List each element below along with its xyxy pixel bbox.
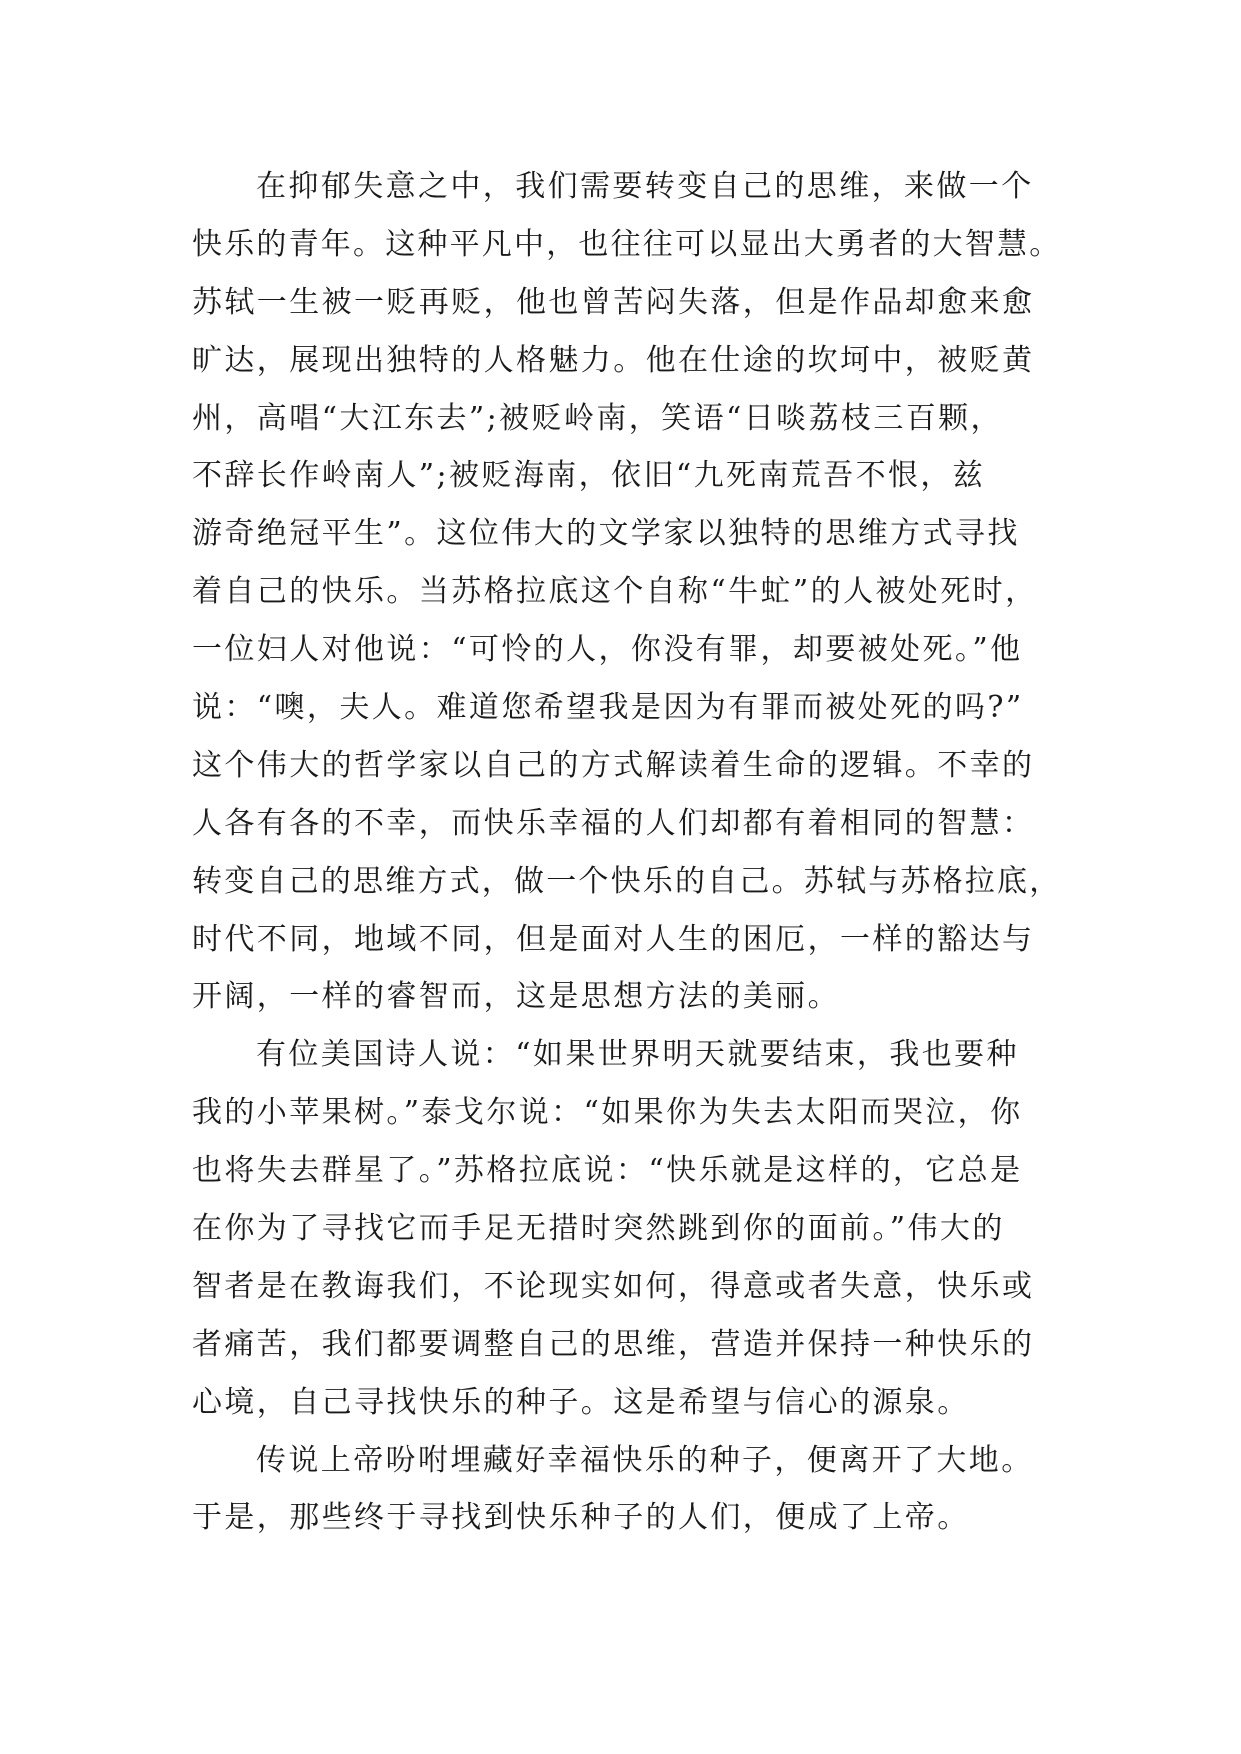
text-line: 这个伟大的哲学家以自己的方式解读着生命的逻辑。不幸的 bbox=[192, 747, 1035, 783]
text-line: 旷达，展现出独特的人格魅力。他在仕途的坎坷中，被贬黄 bbox=[192, 342, 1035, 378]
text-line: 说：“噢，夫人。难道您希望我是因为有罪而被处死的吗?” bbox=[192, 690, 1024, 726]
text-line: 不辞长作岭南人”;被贬海南，依旧“九死南荒吾不恨，兹 bbox=[192, 458, 986, 494]
text-line: 在抑郁失意之中，我们需要转变自己的思维，来做一个 bbox=[256, 169, 1034, 204]
text-line: 开阔，一样的睿智而，这是思想方法的美丽。 bbox=[192, 979, 840, 1015]
text-line: 者痛苦，我们都要调整自己的思维，营造并保持一种快乐的 bbox=[192, 1326, 1035, 1362]
text-line: 一位妇人对他说：“可怜的人，你没有罪，却要被处死。”他 bbox=[192, 632, 1023, 668]
text-line: 快乐的青年。这种平凡中，也往往可以显出大勇者的大智慧。 bbox=[192, 226, 1062, 262]
text-line: 人各有各的不幸，而快乐幸福的人们却都有着相同的智慧： bbox=[192, 805, 1035, 841]
text-line: 于是，那些终于寻找到快乐种子的人们，便成了上帝。 bbox=[192, 1500, 970, 1536]
text-line: 在你为了寻找它而手足无措时突然跳到你的面前。”伟大的 bbox=[192, 1211, 1005, 1247]
text-line: 州，高唱“大江东去”;被贬岭南，笑语“日啖荔枝三百颗， bbox=[192, 400, 1003, 436]
text-line: 有位美国诗人说：“如果世界明天就要结束，我也要种 bbox=[256, 1037, 1019, 1073]
text-line: 心境，自己寻找快乐的种子。这是希望与信心的源泉。 bbox=[192, 1384, 970, 1420]
text-line: 时代不同，地域不同，但是面对人生的困厄，一样的豁达与 bbox=[192, 921, 1035, 957]
text-line: 游奇绝冠平生”。这位伟大的文学家以独特的思维方式寻找 bbox=[192, 516, 1020, 552]
essay-body bbox=[192, 158, 1062, 1547]
text-line: 苏轼一生被一贬再贬，他也曾苦闷失落，但是作品却愈来愈 bbox=[192, 284, 1035, 320]
text-line: 也将失去群星了。”苏格拉底说：“快乐就是这样的，它总是 bbox=[192, 1153, 1023, 1189]
text-line: 转变自己的思维方式，做一个快乐的自己。苏轼与苏格拉底， bbox=[192, 863, 1062, 899]
text-line: 着自己的快乐。当苏格拉底这个自称“牛虻”的人被处死时， bbox=[192, 574, 1038, 610]
text-line: 传说上帝吩咐埋藏好幸福快乐的种子，便离开了大地。 bbox=[256, 1442, 1034, 1478]
text-line: 智者是在教诲我们，不论现实如何，得意或者失意，快乐或 bbox=[192, 1268, 1035, 1304]
text-line: 我的小苹果树。”泰戈尔说：“如果你为失去太阳而哭泣，你 bbox=[192, 1095, 1023, 1131]
